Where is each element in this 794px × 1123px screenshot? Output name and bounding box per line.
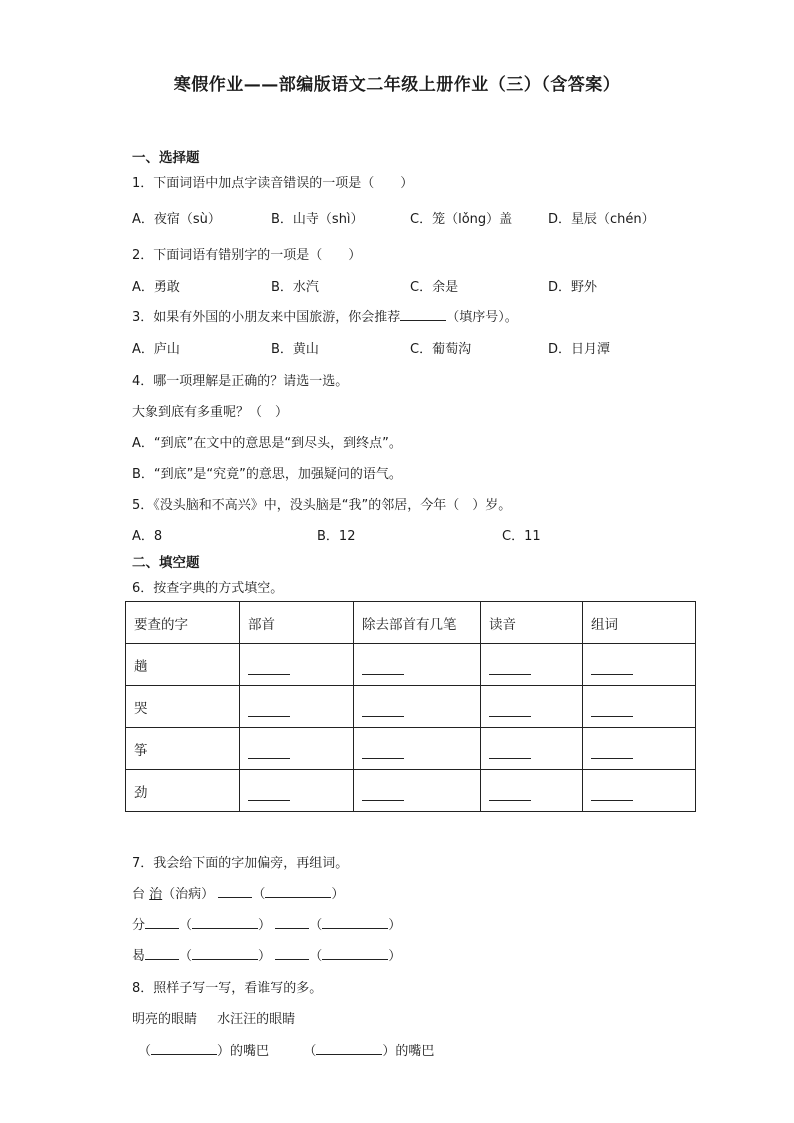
table-char-cell: 劲 (126, 770, 240, 812)
q2-option-b: B．水汽 (271, 280, 319, 295)
radical-blank[interactable] (248, 700, 290, 717)
q7-open-paren: （ (179, 949, 193, 964)
q3-stem (132, 306, 518, 325)
q4-option-b: B．“到底”是“究竟”的意思，加强疑问的语气。 (132, 467, 402, 482)
q1-option-b: B．山寺（shì） (271, 212, 364, 227)
table-char-cell: 筝 (126, 728, 240, 770)
q7-close-paren: ） (331, 887, 345, 902)
q7-row3-radical-blank-1[interactable] (145, 947, 179, 960)
q3-answer-blank[interactable] (400, 308, 446, 321)
table-header-cell: 读音 (481, 602, 583, 644)
table-row (126, 728, 696, 770)
q3-option-b: B．黄山 (271, 342, 319, 357)
q7-row2-char: 分 (132, 918, 146, 933)
q3-option-d: D．日月潭 (548, 342, 611, 357)
q8-open-paren: （ (303, 1044, 317, 1059)
q2-option-c: C．余是 (410, 280, 459, 295)
q1-option-d: D．星辰（chén） (548, 212, 655, 227)
q7-open-paren: （ (309, 949, 323, 964)
q5-option-a: A．8 (132, 529, 163, 544)
q8-stem: 8．照样子写一写，看谁写的多。 (132, 981, 323, 996)
q1-stem: 1．下面词语中加点字读音错误的一项是（ ） (132, 176, 414, 191)
q3-stem-text: 3．如果有外国的小朋友来中国旅游，你会推荐 (132, 310, 401, 325)
q1-option-c: C．笼（lǒng）盖 (410, 212, 513, 227)
q7-row1-radical-blank[interactable] (218, 885, 252, 898)
q7-close-paren: ） (258, 949, 272, 964)
q8-suffix-1: ）的嘴巴 (217, 1044, 270, 1059)
q7-open-paren: （ (309, 918, 323, 933)
q4-stem: 4．哪一项理解是正确的？请选一选。 (132, 374, 349, 389)
q7-row-2 (132, 914, 401, 933)
q7-row1-example-word: （治病） (162, 887, 215, 902)
table-header-row (126, 602, 696, 644)
q5-stem: 5．《没头脑和不高兴》中，没头脑是“我”的邻居，今年（ ）岁。 (132, 498, 512, 513)
q8-example-1: 明亮的眼睛 (132, 1012, 198, 1027)
q5-option-b: B．12 (317, 529, 356, 544)
radical-blank[interactable] (248, 742, 290, 759)
page-title: 寒假作业——部编版语文二年级上册作业（三）（含答案） (173, 75, 621, 95)
table-row (126, 686, 696, 728)
section-heading-fill: 二、填空题 (132, 555, 200, 571)
table-char-cell: 哭 (126, 686, 240, 728)
pronunciation-blank[interactable] (489, 784, 531, 801)
table-char-cell: 趟 (126, 644, 240, 686)
table-header-cell: 部首 (240, 602, 354, 644)
stroke-count-blank[interactable] (362, 784, 404, 801)
word-blank[interactable] (591, 784, 633, 801)
q7-row1-example: 治 (149, 887, 163, 902)
q8-blank-2[interactable] (316, 1042, 382, 1055)
table-row (126, 770, 696, 812)
q4-option-a: A．“到底”在文中的意思是“到尽头，到终点”。 (132, 436, 402, 451)
table-header-cell: 组词 (583, 602, 696, 644)
dictionary-table (125, 601, 696, 812)
q1-option-a: A．夜宿（sù） (132, 212, 221, 227)
q2-option-a: A．勇敢 (132, 280, 180, 295)
stroke-count-blank[interactable] (362, 742, 404, 759)
q3-option-a: A．庐山 (132, 342, 180, 357)
q7-row-1 (132, 883, 344, 902)
q7-row-3 (132, 945, 401, 964)
q3-option-c: C．葡萄沟 (410, 342, 472, 357)
q3-stem-suffix: （填序号）。 (446, 310, 518, 325)
q8-example-2: 水汪汪的眼睛 (217, 1012, 296, 1027)
q7-row1-char: 台 (132, 887, 146, 902)
q8-example (132, 1008, 295, 1027)
q7-row2-radical-blank-1[interactable] (145, 916, 179, 929)
q7-open-paren: （ (252, 887, 266, 902)
table-header-cell: 除去部首有几笔 (354, 602, 481, 644)
stroke-count-blank[interactable] (362, 658, 404, 675)
q2-stem: 2．下面词语有错别字的一项是（ ） (132, 248, 362, 263)
word-blank[interactable] (591, 742, 633, 759)
q7-row3-char: 曷 (132, 949, 146, 964)
q7-open-paren: （ (179, 918, 193, 933)
table-row (126, 644, 696, 686)
pronunciation-blank[interactable] (489, 658, 531, 675)
word-blank[interactable] (591, 658, 633, 675)
q7-row2-radical-blank-2[interactable] (275, 916, 309, 929)
q7-row3-radical-blank-2[interactable] (275, 947, 309, 960)
table-header-cell: 要查的字 (126, 602, 240, 644)
q7-close-paren: ） (388, 918, 402, 933)
q8-suffix-2: ）的嘴巴 (382, 1044, 435, 1059)
q7-row2-word-blank-1[interactable] (192, 916, 258, 929)
q8-answer-row (138, 1040, 434, 1059)
pronunciation-blank[interactable] (489, 742, 531, 759)
q7-row3-word-blank-1[interactable] (192, 947, 258, 960)
pronunciation-blank[interactable] (489, 700, 531, 717)
q7-close-paren: ） (258, 918, 272, 933)
q7-row2-word-blank-2[interactable] (322, 916, 388, 929)
q6-stem: 6．按查字典的方式填空。 (132, 581, 284, 596)
q4-sub-question: 大象到底有多重呢？（ ） (132, 405, 289, 420)
radical-blank[interactable] (248, 658, 290, 675)
q8-blank-1[interactable] (151, 1042, 217, 1055)
q7-close-paren: ） (388, 949, 402, 964)
radical-blank[interactable] (248, 784, 290, 801)
stroke-count-blank[interactable] (362, 700, 404, 717)
q2-option-d: D．野外 (548, 280, 598, 295)
section-heading-choice: 一、选择题 (132, 150, 200, 166)
q5-option-c: C．11 (502, 529, 541, 544)
q8-open-paren: （ (138, 1044, 152, 1059)
q7-stem: 7．我会给下面的字加偏旁，再组词。 (132, 856, 349, 871)
word-blank[interactable] (591, 700, 633, 717)
q7-row3-word-blank-2[interactable] (322, 947, 388, 960)
q7-row1-word-blank[interactable] (265, 885, 331, 898)
